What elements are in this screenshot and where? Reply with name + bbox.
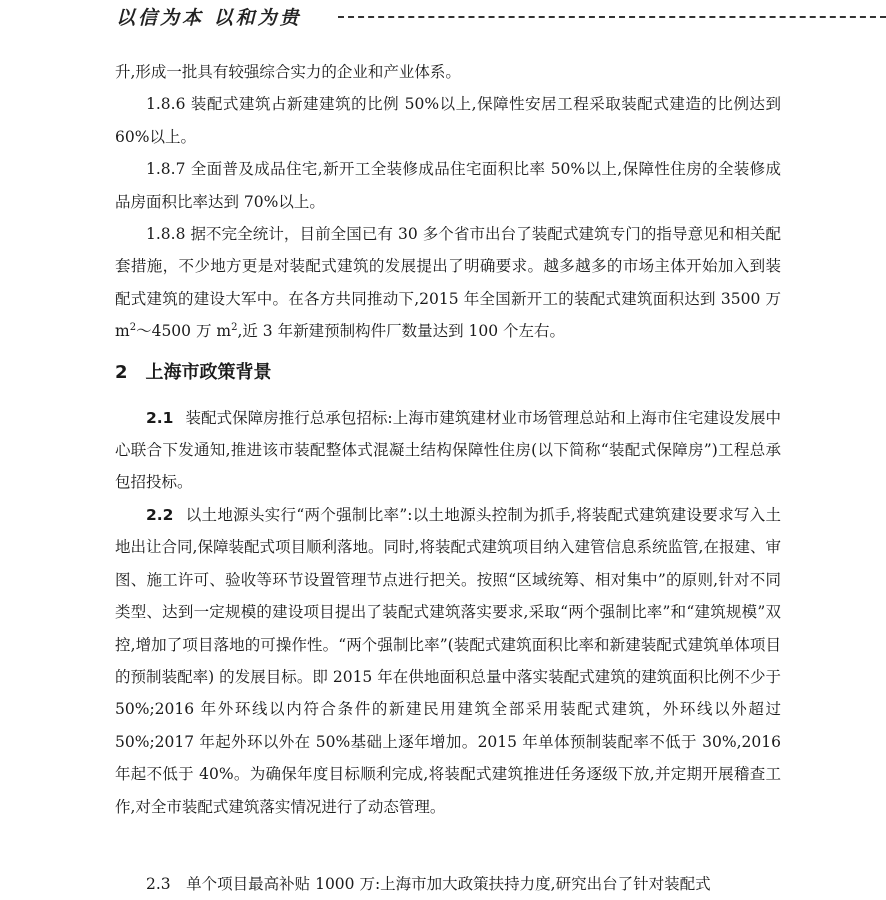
paragraph-number: 2.2 — [146, 505, 174, 524]
paragraph-continuation: 升,形成一批具有较强综合实力的企业和产业体系。 — [115, 63, 461, 81]
document-body — [115, 56, 781, 823]
cut-off-paragraph: 2.3 单个项目最高补贴 1000 万:上海市加大政策扶持力度,研究出台了针对装配式 — [146, 875, 711, 893]
paragraph-2-1 — [115, 402, 781, 499]
paragraph-1-8-7: 1.8.7 全面普及成品住宅,新开工全装修成品住宅面积比率 50%以上,保障性住房的全装修成品房面积比率达到 70%以上。 — [115, 160, 781, 211]
superscript-square: 2 — [231, 322, 238, 334]
section-number: 2 — [115, 361, 128, 383]
section-heading — [115, 358, 781, 388]
cut-off-line — [115, 868, 781, 893]
paragraph-number: 2.1 — [146, 408, 174, 427]
paragraph-text: 装配式保障房推行总承包招标:上海市建筑建材业市场管理总站和上海市住宅建设发展中心联合下发通知,推进该市装配整体式混凝土结构保障性住房(以下简称“装配式保障房”)工程总承包招投标。 — [115, 408, 781, 492]
paragraph-1-8-6: 1.8.6 装配式建筑占新建建筑的比例 50%以上,保障性安居工程采取装配式建造的比例达到 60%以上。 — [115, 95, 781, 146]
paragraph-1-8-8-part-a: 1.8.8 据不完全统计，目前全国已有 30 多个省市出台了装配式建筑专门的指导意见和相关配套措施，不少地方更是对装配式建筑的发展提出了明确要求。越多越多的市场主体开始加入到装配式建筑的建设大军中。在各方共同推动下,2015 年全国新开工的装配式建筑面积达到 3500 万 m — [115, 225, 781, 341]
header-motto: 以信为本 以和为贵 — [116, 7, 302, 29]
paragraph-1-8-8 — [115, 218, 781, 348]
header-dashed-rule — [338, 16, 886, 18]
superscript-square: 2 — [129, 322, 137, 334]
paragraph-1-8-8-part-b: ～4500 万 m — [136, 322, 232, 341]
paragraph-2-2 — [115, 499, 781, 823]
section-title: 上海市政策背景 — [145, 361, 272, 383]
paragraph-1-8-8-part-c: ,近 3 年新建预制构件厂数量达到 100 个左右。 — [237, 322, 566, 341]
page-header — [0, 0, 886, 30]
paragraph-text: 以土地源头实行“两个强制比率”:以土地源头控制为抓手,将装配式建筑建设要求写入土地出让合同,保障装配式项目顺利落地。同时,将装配式建筑项目纳入建管信息系统监管,在报建、审图、施工许可、验收等环节设置管理节点进行把关。按照“区域统筹、相对集中”的原则,针对不同类型、达到一定规模的建设项目提出了装配式建筑落实要求,采取“两个强制比率”和“建筑规模”双控,增加了项目落地的可操作性。“两个强制比率”(装配式建筑面积比率和新建装配式建筑单体项目的预制装配率) 的发展目标。即 2015 年在供地面积总量中落实装配式建筑的建筑面积比例不少于 50%;2016 年外环线以内符合条件的新建民用建筑全部采用装配式建筑，外环线以外超过 50%;2017 年起外环以外在 50%基础上逐年增加。2015 年单体预制装配率不低于 30%,2016 年起不低于 40%。为确保年度目标顺利完成,将装配式建筑推进任务逐级下放,并定期开展稽查工作,对全市装配式建筑落实情况进行了动态管理。 — [115, 505, 781, 816]
